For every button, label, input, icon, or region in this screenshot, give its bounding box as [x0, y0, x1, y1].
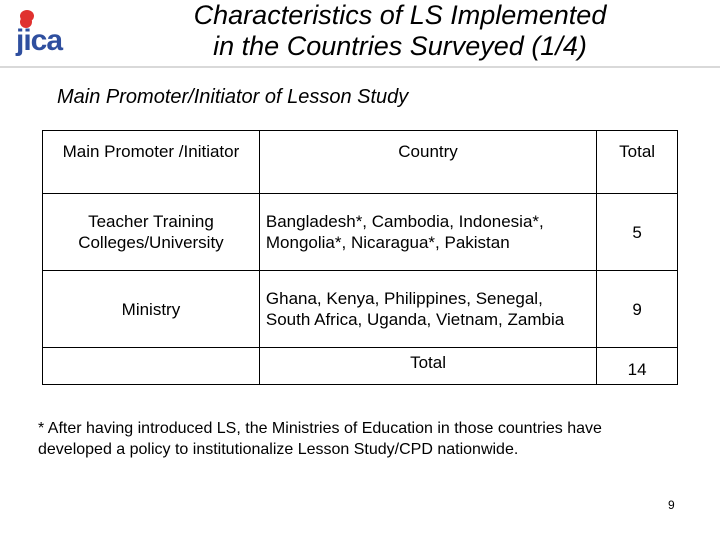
header-total: Total	[597, 131, 678, 194]
page-number: 9	[668, 498, 675, 512]
page-title	[100, 0, 700, 62]
promoter-table	[42, 130, 678, 385]
footnote: * After having introduced LS, the Ministries of Education in those countries have developed a policy to institutionalize Lesson Study/CPD nationwide.	[38, 420, 602, 458]
cell-empty	[43, 348, 260, 385]
table-row	[43, 194, 678, 271]
svg-text:jica: jica	[16, 24, 63, 56]
cell-promoter: Ministry	[43, 271, 260, 348]
cell-promoter: Teacher Training Colleges/University	[43, 194, 260, 271]
header-divider	[0, 66, 720, 68]
total-row	[43, 348, 678, 385]
table-row	[43, 271, 678, 348]
jica-logo	[14, 14, 94, 56]
logo-red-dot	[20, 10, 34, 22]
header-country: Country	[259, 131, 596, 194]
cell-countries: Bangladesh*, Cambodia, Indonesia*, Mongolia*, Nicaragua*, Pakistan	[259, 194, 596, 271]
cell-countries: Ghana, Kenya, Philippines, Senegal, South Africa, Uganda, Vietnam, Zambia	[259, 271, 596, 348]
title-line-2: in the Countries Surveyed (1/4)	[213, 31, 587, 61]
section-subtitle: Main Promoter/Initiator of Lesson Study	[57, 86, 409, 108]
total-value: 14	[597, 348, 678, 385]
cell-total: 9	[597, 271, 678, 348]
table-header-row	[43, 131, 678, 194]
total-label: Total	[259, 348, 596, 385]
header-promoter: Main Promoter /Initiator	[43, 131, 260, 194]
title-line-1: Characteristics of LS Implemented	[193, 0, 607, 30]
cell-total: 5	[597, 194, 678, 271]
